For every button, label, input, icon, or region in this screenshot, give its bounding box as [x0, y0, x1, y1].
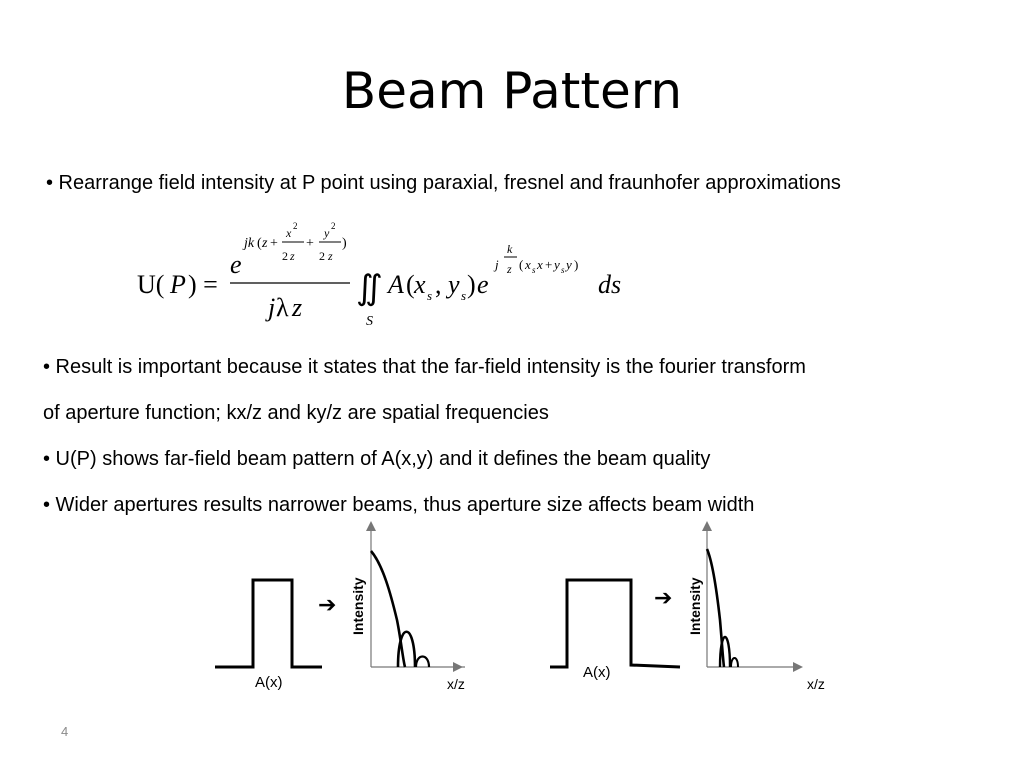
aperture-label-wide: A(x) — [583, 664, 611, 681]
svg-text:x: x — [537, 257, 543, 272]
svg-text:U(: U( — [137, 270, 165, 299]
svg-text:ds: ds — [598, 270, 622, 299]
y-axis-label-wide: Intensity — [687, 577, 703, 635]
svg-text:y: y — [324, 226, 330, 240]
side-lobe-2 — [416, 657, 429, 668]
svg-text:e: e — [230, 250, 242, 279]
svg-text:j: j — [495, 257, 499, 272]
svg-text:2: 2 — [282, 249, 288, 263]
bullet-list — [43, 344, 1024, 528]
svg-text:): ) — [342, 236, 347, 251]
svg-text:) =: ) = — [188, 270, 218, 299]
svg-text:2: 2 — [293, 221, 298, 231]
x-axis-arrow-icon — [453, 662, 463, 672]
svg-text:e: e — [477, 270, 489, 299]
svg-text:): ) — [574, 257, 579, 272]
svg-text:P: P — [170, 270, 186, 299]
wide-aperture-figure — [545, 515, 845, 695]
svg-text:A: A — [388, 270, 404, 299]
bullet-rearrange: • Rearrange field intensity at P point using paraxial, fresnel and fraunhofer approximations — [46, 172, 841, 194]
svg-text:s: s — [561, 265, 565, 275]
svg-text:y: y — [566, 257, 572, 272]
svg-text:∬: ∬ — [356, 270, 383, 307]
svg-text:(: ( — [257, 236, 262, 251]
svg-text:(: ( — [519, 257, 524, 272]
svg-text:z: z — [328, 249, 333, 263]
svg-text:2: 2 — [319, 249, 325, 263]
arrow-icon: ➔ — [654, 585, 673, 610]
svg-text:+: + — [270, 236, 278, 251]
x-axis-label-wide: x/z — [807, 676, 825, 692]
svg-text:z: z — [507, 262, 512, 276]
x-axis-label-narrow: x/z — [447, 676, 465, 692]
svg-text:s: s — [461, 288, 467, 303]
x-axis-arrow-icon — [793, 662, 803, 672]
svg-text:z: z — [262, 236, 268, 251]
svg-text:(: ( — [406, 270, 415, 299]
side-lobe-1-narrow — [720, 637, 730, 667]
bullet-fourier-cont: of aperture function; kx/z and ky/z are spatial frequencies — [43, 402, 549, 424]
y-axis-arrow-icon — [702, 521, 712, 531]
y-axis-arrow-icon — [366, 521, 376, 531]
svg-text:j: j — [268, 293, 276, 322]
svg-text:S: S — [366, 314, 373, 329]
svg-text:z: z — [292, 293, 303, 322]
side-lobe-1 — [398, 632, 415, 667]
svg-text:x: x — [525, 257, 531, 272]
narrow-aperture-figure — [205, 515, 465, 695]
page-number: 4 — [61, 724, 69, 739]
svg-text:λ: λ — [276, 293, 289, 322]
svg-text:y: y — [448, 270, 460, 299]
svg-text:x: x — [286, 226, 292, 240]
svg-text:jk: jk — [244, 236, 255, 251]
y-axis-label-narrow: Intensity — [350, 577, 366, 635]
svg-text:,: , — [435, 270, 442, 299]
svg-text:s: s — [427, 288, 433, 303]
aperture-label-narrow: A(x) — [255, 674, 283, 691]
svg-text:+: + — [306, 236, 314, 251]
slide-title: Beam Pattern — [341, 62, 683, 120]
svg-text:2: 2 — [331, 221, 336, 231]
bullet-fourier: • Result is important because it states that the far-field intensity is the fourier transform — [43, 356, 806, 378]
svg-text:s: s — [532, 265, 536, 275]
svg-text:k: k — [507, 242, 513, 256]
beam-pattern-equation — [130, 207, 650, 332]
aperture-rect-narrow — [215, 580, 322, 667]
svg-text:z: z — [290, 249, 295, 263]
svg-text:y: y — [554, 257, 560, 272]
svg-text:x: x — [414, 270, 426, 299]
arrow-icon: ➔ — [318, 592, 337, 617]
side-lobe-2-narrow — [731, 658, 738, 667]
svg-text:): ) — [467, 270, 476, 299]
svg-text:+: + — [545, 257, 553, 272]
bullet-beam-quality: • U(P) shows far-field beam pattern of A(x,y) and it defines the beam quality — [43, 448, 711, 470]
bullet-aperture-width: • Wider apertures results narrower beams, thus aperture size affects beam width — [43, 494, 755, 516]
